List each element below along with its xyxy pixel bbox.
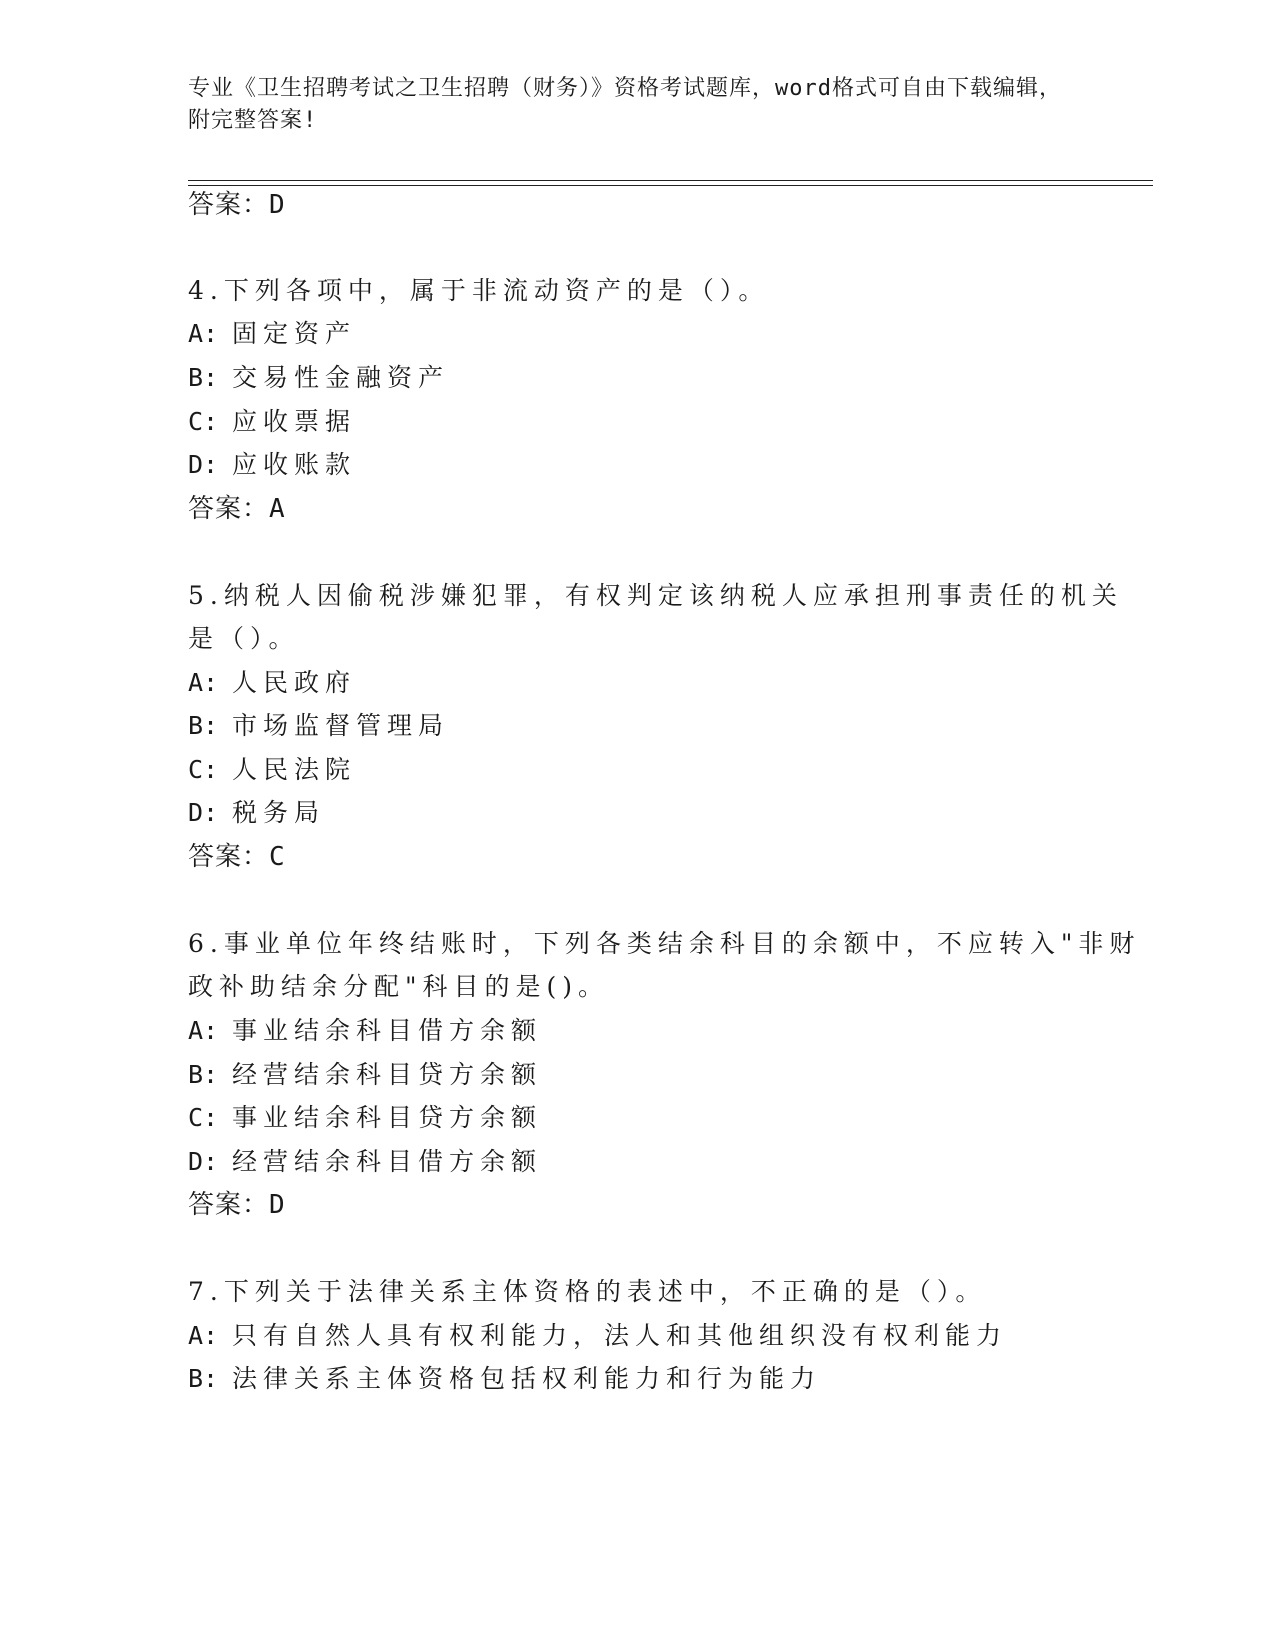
answer-label: 答案： bbox=[188, 190, 270, 220]
answer-label: 答案： bbox=[188, 1190, 270, 1220]
option-letter: A: bbox=[188, 668, 219, 697]
question-5-option-d bbox=[188, 795, 325, 831]
question-4-option-a bbox=[188, 316, 356, 352]
option-text: 经营结余科目贷方余额 bbox=[232, 1060, 543, 1089]
option-text: 事业结余科目借方余额 bbox=[232, 1016, 543, 1045]
option-text: 应收账款 bbox=[232, 450, 357, 479]
option-text: 人民政府 bbox=[232, 668, 357, 697]
option-letter: C: bbox=[188, 407, 219, 436]
question-6-option-b bbox=[188, 1057, 542, 1093]
option-letter: A: bbox=[188, 1016, 219, 1045]
question-5-text-line-1: 5.纳税人因偷税涉嫌犯罪，有权判定该纳税人应承担刑事责任的机关 bbox=[188, 581, 1123, 610]
option-text: 税务局 bbox=[232, 798, 326, 827]
header-rule-top bbox=[188, 180, 1153, 181]
option-letter: D: bbox=[188, 798, 219, 827]
question-5-option-c bbox=[188, 752, 356, 788]
option-letter: A: bbox=[188, 1321, 219, 1350]
document-header: 专业《卫生招聘考试之卫生招聘（财务）》资格考试题库，word格式可自由下载编辑，附完整答案! bbox=[188, 76, 1062, 133]
option-letter: D: bbox=[188, 1147, 219, 1176]
answer-value: C bbox=[269, 842, 286, 872]
question-5-text-line-2: 是（）。 bbox=[188, 624, 300, 653]
answer-label: 答案： bbox=[188, 842, 270, 872]
option-letter: B: bbox=[188, 1060, 219, 1089]
header-rule-bottom bbox=[188, 185, 1153, 186]
question-4-option-b bbox=[188, 360, 449, 396]
question-4-option-d bbox=[188, 447, 356, 483]
option-letter: C: bbox=[188, 1103, 219, 1132]
option-text: 交易性金融资产 bbox=[232, 363, 450, 392]
option-letter: B: bbox=[188, 1364, 219, 1393]
option-letter: C: bbox=[188, 755, 219, 784]
option-text: 法律关系主体资格包括权利能力和行为能力 bbox=[232, 1364, 822, 1393]
question-6-option-a bbox=[188, 1013, 542, 1049]
question-7-text: 7.下列关于法律关系主体资格的表述中，不正确的是（）。 bbox=[188, 1277, 987, 1306]
question-6-answer bbox=[188, 1187, 286, 1223]
answer-value: D bbox=[269, 1190, 286, 1220]
question-4-text: 4.下列各项中，属于非流动资产的是（）。 bbox=[188, 276, 770, 305]
answer-label: 答案： bbox=[188, 494, 270, 524]
answer-value: A bbox=[269, 494, 286, 524]
question-4-answer bbox=[188, 491, 286, 527]
option-letter: D: bbox=[188, 450, 219, 479]
answer-value: D bbox=[269, 190, 286, 220]
question-4-option-c bbox=[188, 404, 356, 440]
option-text: 固定资产 bbox=[232, 319, 357, 348]
question-7-option-a bbox=[188, 1318, 1007, 1354]
question-5-option-a bbox=[188, 665, 356, 701]
question-6-option-d bbox=[188, 1144, 542, 1180]
option-text: 人民法院 bbox=[232, 755, 357, 784]
answer-line-prev bbox=[188, 187, 286, 223]
option-letter: B: bbox=[188, 363, 219, 392]
question-5-option-b bbox=[188, 708, 449, 744]
option-letter: B: bbox=[188, 711, 219, 740]
option-letter: A: bbox=[188, 319, 219, 348]
question-5-answer bbox=[188, 839, 286, 875]
option-text: 只有自然人具有权利能力，法人和其他组织没有权利能力 bbox=[232, 1321, 1008, 1350]
question-7-option-b bbox=[188, 1361, 821, 1397]
option-text: 应收票据 bbox=[232, 407, 357, 436]
question-6-option-c bbox=[188, 1100, 542, 1136]
question-6-text-line-2: 政补助结余分配"科目的是()。 bbox=[188, 972, 610, 1001]
option-text: 经营结余科目借方余额 bbox=[232, 1147, 543, 1176]
option-text: 事业结余科目贷方余额 bbox=[232, 1103, 543, 1132]
option-text: 市场监督管理局 bbox=[232, 711, 450, 740]
question-6-text-line-1: 6.事业单位年终结账时，下列各类结余科目的余额中，不应转入"非财 bbox=[188, 929, 1141, 958]
